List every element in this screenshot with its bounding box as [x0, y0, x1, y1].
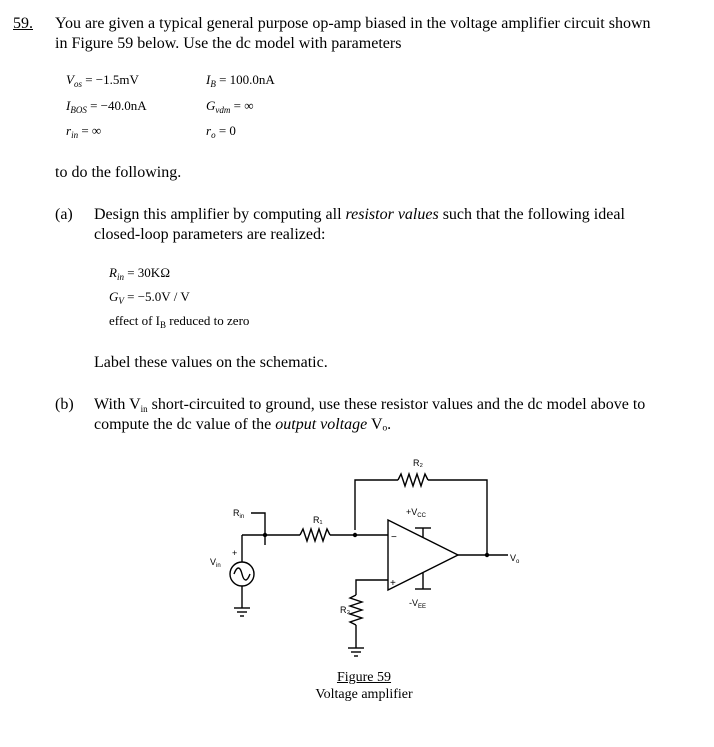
- part-a-line-1: Design this amplifier by computing all resistor values such that the following ideal: [94, 206, 625, 223]
- vin-plus-sign: +: [232, 548, 238, 558]
- junction-dot-feedback: [353, 533, 357, 537]
- junction-dot-node: [263, 533, 267, 537]
- vin-label: $V_{in}$: [210, 557, 221, 569]
- vcc-label: $+V_{CC}$: [406, 507, 426, 519]
- noninv-wire: [356, 580, 388, 595]
- part-a-line-2: closed-loop parameters are realized:: [94, 226, 326, 243]
- intro-line-1: You are given a typical general purpose op-amp biased in the voltage amplifier circuit shown: [55, 15, 651, 32]
- part-b-line-2: compute the dc value of the output voltage Vₒ.: [94, 416, 392, 433]
- spec-gv: $G_V = -5.0V / V$: [109, 289, 190, 306]
- todo-text: to do the following.: [55, 164, 182, 181]
- r3-resistor: [350, 595, 362, 625]
- r2-resistor: [398, 474, 428, 486]
- vo-label: $V_o$: [510, 553, 520, 565]
- rin-wiper: [251, 513, 265, 545]
- part-a-label-instruction: Label these values on the schematic.: [94, 354, 328, 371]
- part-b-label: (b): [55, 396, 74, 413]
- r1-resistor: [300, 529, 330, 541]
- param-gvdm: $G_{vdm}$ = ∞: [206, 98, 254, 115]
- part-b-line-1: With $V_{in}$ short-circuited to ground, use these resistor values and the dc model above to: [94, 396, 646, 414]
- intro-line-2: in Figure 59 below. Use the dc model with parameters: [55, 35, 402, 52]
- param-ib: $I_B = 100.0nA$: [206, 72, 275, 89]
- part-a-label: (a): [55, 206, 73, 223]
- rin-label: $R_{in}$: [233, 508, 245, 520]
- junction-dot-output: [485, 553, 489, 557]
- figure-subtitle: Voltage amplifier: [315, 687, 413, 702]
- spec-ib-effect: effect of $I_B$ reduced to zero: [109, 313, 250, 330]
- spec-rin: $R_{in}$ = 30KΩ: [109, 265, 171, 282]
- r3-label: R₃: [340, 605, 351, 615]
- inverting-sign: −: [391, 532, 397, 543]
- figure-title: Figure 59: [336, 670, 392, 685]
- sine-icon: [234, 568, 250, 580]
- param-vos: $V_{os} = -1.5mV$: [66, 72, 139, 89]
- problem-number: 59.: [13, 15, 33, 32]
- noninverting-sign: +: [390, 578, 396, 589]
- vee-label: $-V_{EE}$: [409, 598, 427, 610]
- param-ibos: $I_{BOS} = -40.0nA$: [66, 98, 147, 115]
- r2-label: R₂: [413, 458, 423, 468]
- param-rin: $r_{in}$ = ∞: [66, 123, 102, 140]
- param-ro: $r_o = 0$: [206, 123, 236, 140]
- r1-label: R₁: [313, 515, 323, 525]
